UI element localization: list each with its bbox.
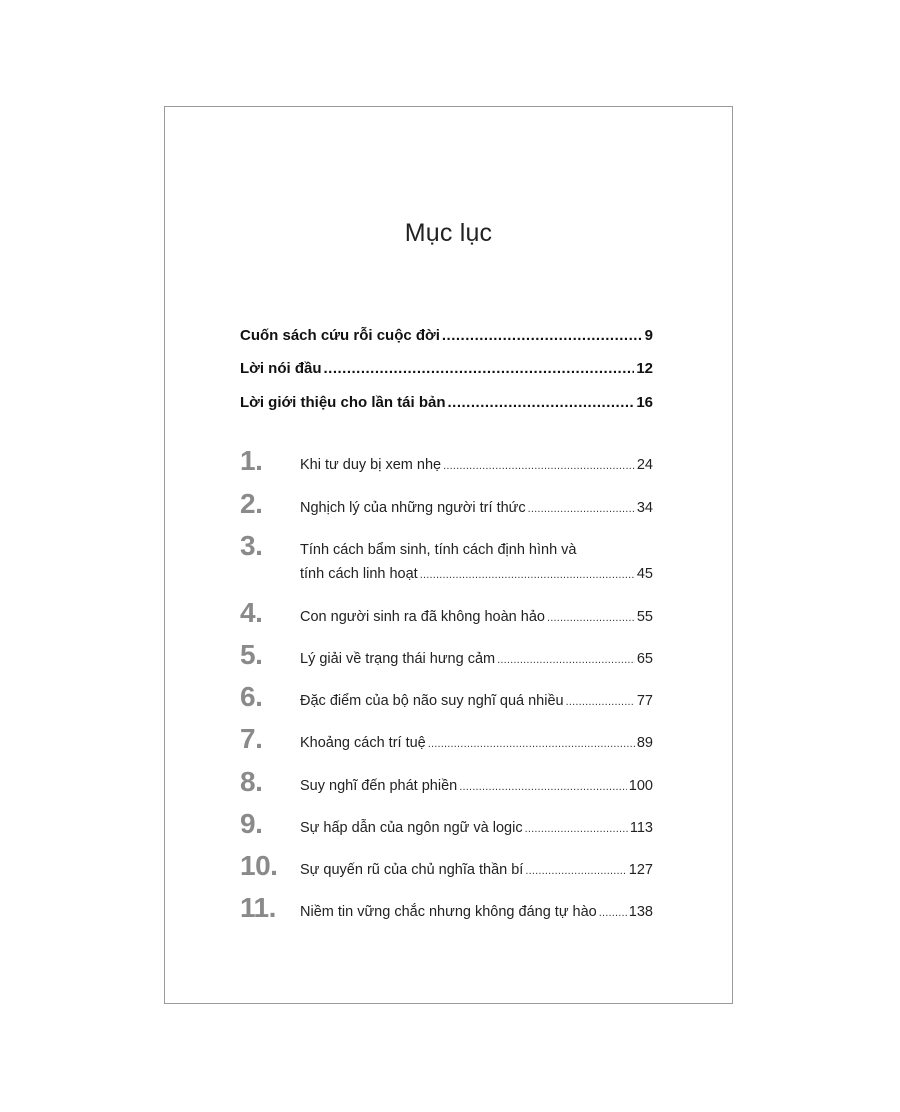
chapter-number: 4. [240,597,263,628]
entry-page: 12 [636,360,653,377]
toc-front-entry [240,394,653,411]
toc-front-entry [240,327,653,344]
chapter-number: 3. [240,530,263,561]
chapter-page: 24 [636,457,653,473]
leader-dots [547,612,635,624]
chapter-page: 55 [636,609,653,625]
chapter-page: 65 [636,651,653,667]
chapter-number: 2. [240,488,263,519]
leader-dots [525,823,628,835]
chapter-title: Đặc điểm của bộ não suy nghĩ quá nhiều [300,693,564,709]
chapter-title: Suy nghĩ đến phát phiền [300,778,458,794]
entry-label: Lời giới thiệu cho lần tái bản [240,394,446,411]
chapter-page: 45 [636,566,653,582]
chapter-title: Niềm tin vững chắc nhưng không đáng tự hào [300,904,597,920]
chapter-number: 8. [240,766,263,797]
leader-dots [497,654,635,666]
chapter-title: Con người sinh ra đã không hoàn hảo [300,609,545,625]
toc-front-entry [240,360,653,377]
entry-label: Lời nói đầu [240,360,322,377]
chapter-page: 138 [628,904,653,920]
chapter-page: 77 [636,693,653,709]
chapter-page: 127 [628,862,653,878]
chapter-title: Khoảng cách trí tuệ [300,735,426,751]
chapter-title: Khi tư duy bị xem nhẹ [300,457,442,473]
leader-dots [528,503,635,515]
chapter-number: 7. [240,723,263,754]
chapter-page: 100 [628,778,653,794]
chapter-number: 6. [240,681,263,712]
chapter-title: Sự quyến rũ của chủ nghĩa thần bí [300,862,524,878]
leader-dots [428,738,635,750]
leader-dots [420,569,635,581]
chapter-title: Sự hấp dẫn của ngôn ngữ và logic [300,820,523,836]
chapter-number: 1. [240,445,263,476]
leader-dots [443,460,635,472]
leader-dots [442,327,643,344]
chapter-page: 34 [636,500,653,516]
leader-dots [525,865,626,877]
leader-dots [459,781,627,793]
chapter-page: 113 [629,820,653,836]
chapter-number: 9. [240,808,263,839]
chapter-number: 11. [240,892,276,923]
leader-dots [566,696,635,708]
leader-dots [448,394,635,411]
leader-dots [324,360,635,377]
book-page [164,106,733,1004]
chapter-page: 89 [636,735,653,751]
chapter-number: 10. [240,850,278,881]
chapter-title: Nghịch lý của những người trí thức [300,500,526,516]
toc-title: Mục lục [404,219,493,247]
entry-label: Cuốn sách cứu rỗi cuộc đời [240,327,440,344]
entry-page: 16 [636,394,653,411]
leader-dots [599,907,627,919]
chapter-title: Lý giải về trạng thái hưng cảm [300,651,496,667]
chapter-title-line1: Tính cách bẩm sinh, tính cách định hình và [300,542,577,558]
chapter-title: tính cách linh hoạt [300,566,418,582]
chapter-number: 5. [240,639,263,670]
entry-page: 9 [644,327,653,344]
